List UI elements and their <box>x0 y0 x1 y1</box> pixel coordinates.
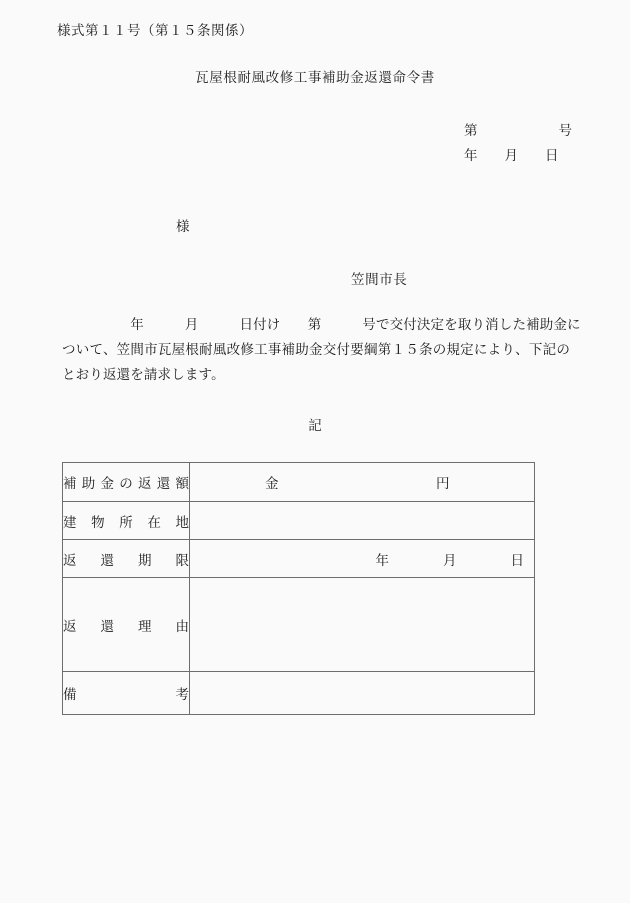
return-details-table <box>62 462 535 715</box>
label-char: 所 <box>119 514 133 530</box>
label-char: 在 <box>147 514 161 530</box>
document-number-line: 第 号 <box>464 123 572 138</box>
row-label-building-address <box>63 502 190 540</box>
label-char: 備 <box>63 687 77 702</box>
row-label-remarks-chars <box>63 683 189 703</box>
table-row-return-deadline <box>63 540 535 578</box>
label-char: 還 <box>100 552 114 568</box>
table-row-amount <box>63 463 535 502</box>
row-value-return-deadline[interactable] <box>190 540 535 578</box>
row-value-amount[interactable] <box>190 463 535 502</box>
row-label-return-deadline-chars <box>63 549 189 569</box>
row-value-building-address[interactable] <box>190 502 535 540</box>
addressee-honorific: 様 <box>176 219 190 234</box>
label-char: 返 <box>63 552 77 568</box>
label-char: 還 <box>100 618 114 634</box>
label-char: 考 <box>175 687 189 702</box>
row-value-return-reason[interactable] <box>190 578 535 672</box>
label-char: 由 <box>175 618 189 634</box>
row-label-return-reason <box>63 578 190 672</box>
row-value-remarks[interactable] <box>190 672 535 715</box>
document-date-line: 年 月 日 <box>464 148 559 163</box>
label-char: 地 <box>175 514 189 530</box>
row-label-building-address-chars <box>63 511 189 531</box>
table-row-return-reason <box>63 578 535 672</box>
label-char: 理 <box>138 618 152 634</box>
deadline-date-line: 年 月 日 <box>375 552 524 568</box>
ki-mark: 記 <box>308 418 322 433</box>
row-label-amount-chars <box>63 472 189 492</box>
label-char: 返 <box>138 476 152 491</box>
label-char: 補 <box>63 476 77 491</box>
amount-currency-suffix: 円 <box>436 476 450 491</box>
issuer-name: 笠間市長 <box>351 272 408 287</box>
label-char: 物 <box>91 514 105 530</box>
row-label-remarks <box>63 672 190 715</box>
label-char: の <box>119 476 133 491</box>
body-lead-line: 年 月 日付け 第 号で交付決定を取り消した補助金に <box>62 317 581 332</box>
table-row-remarks <box>63 672 535 715</box>
label-char: 還 <box>156 476 171 491</box>
row-label-return-deadline <box>63 540 190 578</box>
label-char: 限 <box>175 552 189 568</box>
label-char: 期 <box>138 552 152 568</box>
amount-currency-prefix: 金 <box>265 476 279 491</box>
body-paragraph <box>62 312 581 387</box>
label-char: 金 <box>100 476 114 491</box>
row-label-amount <box>63 463 190 502</box>
row-label-return-reason-chars <box>63 615 189 635</box>
body-rest-text: ついて、笠間市瓦屋根耐風改修工事補助金交付要綱第１５条の規定により、下記のとおり返還を請求します。 <box>62 342 570 382</box>
form-number: 様式第１１号（第１５条関係） <box>57 23 253 38</box>
amount-entry-line[interactable] <box>190 463 534 501</box>
label-char: 額 <box>175 476 189 491</box>
label-char: 助 <box>81 476 96 491</box>
label-char: 返 <box>63 618 77 634</box>
document-title: 瓦屋根耐風改修工事補助金返還命令書 <box>195 70 435 85</box>
table-row-building-address <box>63 502 535 540</box>
document-meta-block <box>464 118 572 168</box>
label-char: 建 <box>63 514 77 530</box>
